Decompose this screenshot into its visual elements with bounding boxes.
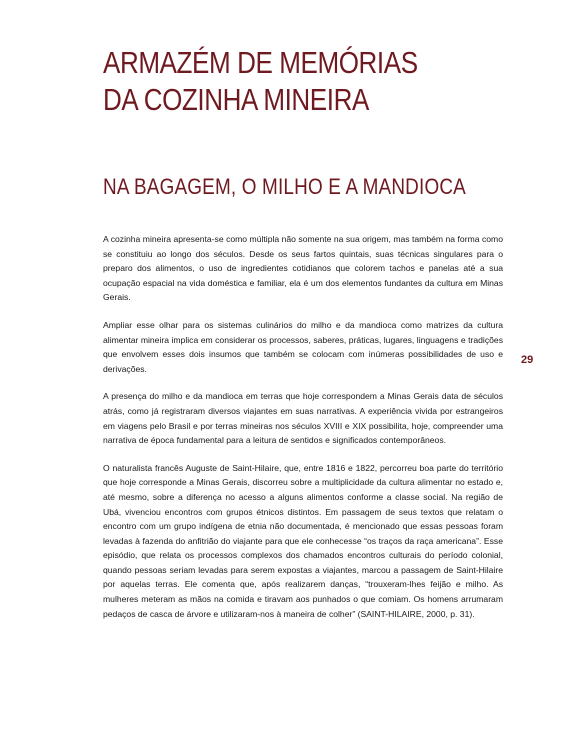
- body-text: [103, 232, 503, 634]
- chapter-title-line-2: DA COZINHA MINEIRA: [103, 82, 369, 117]
- paragraph-3: A presença do milho e da mandioca em terras que hoje correspondem a Minas Gerais data de séculos atrás, como já registraram diversos viajantes em suas narrativas. A experiência vivida por estrangeiros em viagens pelo Brasil e por terras mineiras nos séculos XVIII e XIX possibilita, hoje, compreender uma narrativa de época fundamental para a leitura de sentidos e significados contemporâneos.: [103, 391, 503, 446]
- paragraph-2: Ampliar esse olhar para os sistemas culinários do milho e da mandioca como matrizes da cultura alimentar mineira implica em considerar os processos, saberes, práticas, lugares, linguagens e tradições que envolvem esses dois insumos que também se colocam com inúmeras possibilidades de uso e derivações.: [103, 319, 503, 374]
- chapter-title-line-1: ARMAZÉM DE MEMÓRIAS: [103, 45, 418, 80]
- section-subtitle: NA BAGAGEM, O MILHO E A MANDIOCA: [103, 174, 466, 199]
- paragraph-1: A cozinha mineira apresenta-se como múltipla não somente na sua origem, mas também na forma como se constituiu ao longo dos séculos. Desde os seus fartos quintais, suas técnicas singulares para o preparo dos alimentos, o uso de ingredientes cotidianos que colorem tachos e panelas até a sua ocupação espacial na vida doméstica e familiar, ela é um dos elementos fundantes da cultura em Minas Gerais.: [103, 234, 503, 303]
- page-number: 29: [521, 354, 534, 366]
- paragraph-4: O naturalista francês Auguste de Saint-Hilaire, que, entre 1816 e 1822, percorreu boa parte do território que hoje corresponde a Minas Gerais, discorreu sobre a multiplicidade da cultura alimentar no estado e, até mesmo, sobre a diferença no acesso a alguns alimentos conforme a classe social. Na região de Ubá, vivenciou encontros com grupos étnicos distintos. Em passagem de seus textos que relatam o encontro com um grupo indígena de etnia não documentada, é mencionado que essas pessoas foram levadas à fazenda do anfitrião do viajante para que ele conhecesse “os traços da raça americana”. Esse episódio, que relata os processos complexos dos chamados encontros culturais do período colonial, quando pessoas seriam levadas para serem expostas a viajantes, marcou a passagem de Saint-Hilaire por aquelas terras. Ele comenta que, após realizarem danças, “trouxeram-lhes feijão e milho. As mulheres meteram as mãos na comida e tiravam aos punhados o que comiam. Os homens arrumaram pedaços de casca de árvore e utilizaram-nos à maneira de colher” (SAINT-HILAIRE, 2000, p. 31).: [103, 462, 503, 619]
- chapter-title: [103, 44, 439, 118]
